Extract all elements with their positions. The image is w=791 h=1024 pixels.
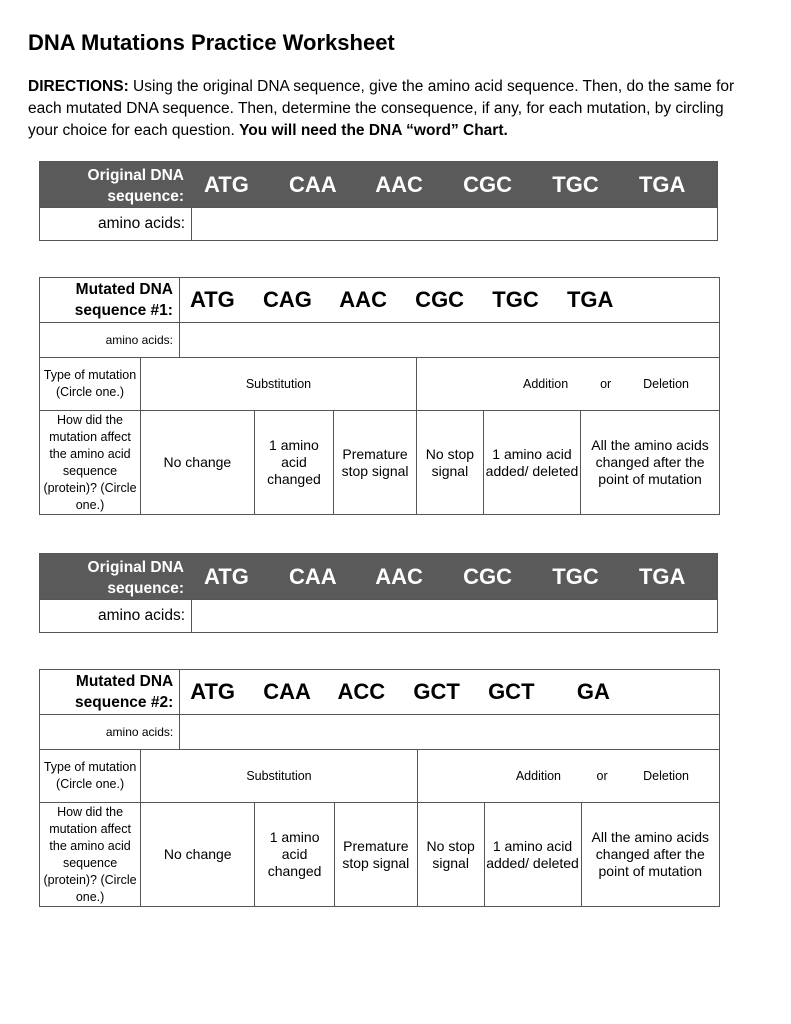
directions [28, 76, 758, 142]
directions-lead: DIRECTIONS: [28, 78, 129, 95]
choice-all-changed[interactable]: All the amino acids changed after the point of mutation [581, 411, 720, 515]
amino-acids-answer-field[interactable] [192, 208, 717, 240]
mutated-dna-label: Mutated DNA sequence #1: [40, 278, 180, 323]
type-of-mutation-label: Type of mutation (Circle one.) [40, 358, 141, 411]
choice-one-amino-acid-changed[interactable]: 1 amino acid changed [255, 803, 335, 907]
choice-amino-acid-added-deleted[interactable]: 1 amino acid added/ deleted [484, 803, 581, 907]
directions-body: Using the original DNA sequence, give the amino acid sequence. Then, do the same for each mutated DNA sequence. Then, determine the consequence, if any, for each mutation, by circling your choice for each question. [28, 78, 735, 139]
amino-acids-label: amino acids: [40, 208, 192, 240]
mutated-dna-sequence: ATG CAA ACC GCT GCT GA [180, 670, 720, 715]
effect-label: How did the mutation affect the amino acid sequence (protein)? (Circle one.) [40, 411, 141, 515]
original-dna-label: Original DNA sequence: [87, 167, 184, 205]
deletion-choice[interactable]: Deletion [643, 377, 689, 391]
or-text: or [600, 377, 612, 391]
amino-acids-label: amino acids: [40, 715, 180, 750]
amino-acids-label: amino acids: [40, 600, 192, 632]
addition-choice[interactable]: Addition [522, 377, 569, 391]
deletion-choice[interactable]: Deletion [643, 769, 689, 783]
original-dna-label: Original DNA sequence: [87, 559, 184, 597]
amino-acids-label: amino acids: [40, 323, 180, 358]
mutated-dna-label: Mutated DNA sequence #2: [40, 670, 180, 715]
choice-no-stop[interactable]: No stop signal [417, 803, 484, 907]
mutated-dna-sequence: ATG CAG AAC CGC TGC TGA [179, 278, 719, 323]
effect-label: How did the mutation affect the amino acid sequence (protein)? (Circle one.) [40, 803, 141, 907]
addition-choice[interactable]: Addition [515, 769, 562, 783]
choice-no-change[interactable]: No change [140, 411, 254, 515]
choice-no-stop[interactable]: No stop signal [416, 411, 483, 515]
or-text: or [596, 769, 608, 783]
amino-acids-answer-field[interactable] [179, 323, 719, 358]
choice-all-changed[interactable]: All the amino acids changed after the point of mutation [581, 803, 719, 907]
substitution-choice[interactable]: Substitution [140, 358, 416, 411]
choice-premature-stop[interactable]: Premature stop signal [334, 803, 417, 907]
amino-acids-answer-field[interactable] [192, 600, 717, 632]
mutated-dna-table-2 [39, 669, 720, 907]
original-dna-sequence: ATG CAA AAC CGC TGC TGA [204, 171, 686, 197]
addition-deletion-cell [416, 358, 719, 411]
page-title: DNA Mutations Practice Worksheet [28, 30, 395, 55]
substitution-choice[interactable]: Substitution [141, 750, 418, 803]
mutated-dna-table-1 [39, 277, 720, 515]
choice-amino-acid-added-deleted[interactable]: 1 amino acid added/ deleted [483, 411, 580, 515]
choice-premature-stop[interactable]: Premature stop signal [334, 411, 417, 515]
original-dna-box-1 [39, 161, 718, 241]
choice-one-amino-acid-changed[interactable]: 1 amino acid changed [254, 411, 333, 515]
original-dna-box-2 [39, 553, 718, 633]
amino-acids-answer-field[interactable] [180, 715, 720, 750]
original-dna-sequence: ATG CAA AAC CGC TGC TGA [204, 563, 686, 589]
addition-deletion-cell [417, 750, 719, 803]
choice-no-change[interactable]: No change [141, 803, 255, 907]
directions-emphasis: You will need the DNA “word” Chart. [239, 122, 508, 139]
type-of-mutation-label: Type of mutation (Circle one.) [40, 750, 141, 803]
